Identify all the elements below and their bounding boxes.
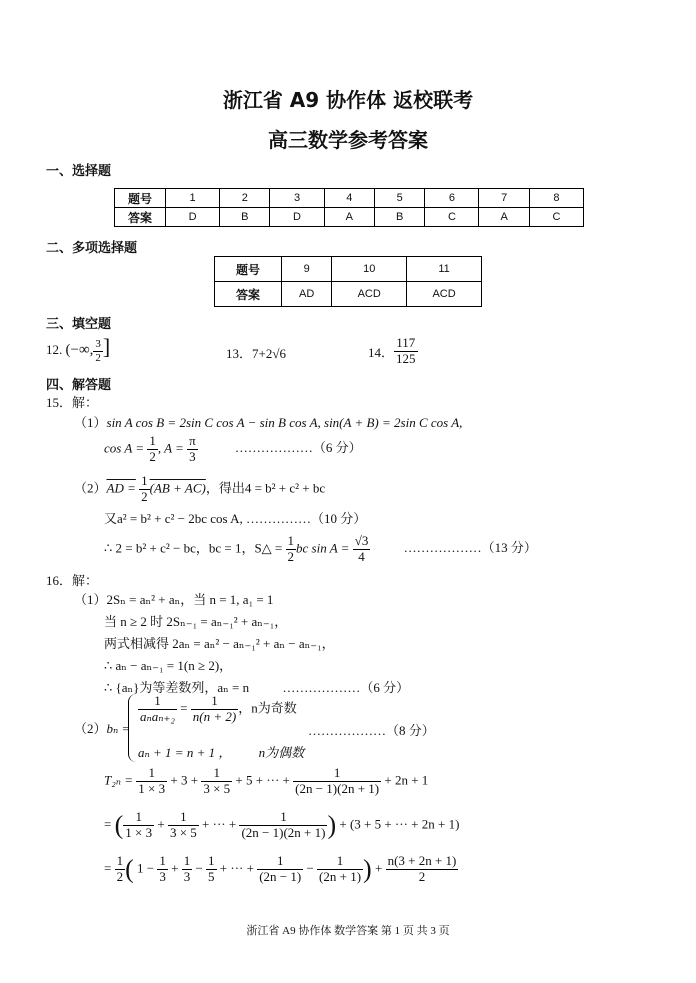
interval-open: (−∞, xyxy=(65,342,94,358)
denominator: 5 xyxy=(208,868,215,884)
condition: ，n为奇数 xyxy=(238,700,297,716)
piecewise-brace xyxy=(128,694,137,762)
numerator: n(3 + 2n + 1) xyxy=(387,853,457,868)
numerator: 1 xyxy=(168,810,199,826)
fraction xyxy=(168,810,199,841)
problem-16-part2-tag xyxy=(74,718,130,737)
question-number: 12. xyxy=(46,342,63,357)
problem-15-part1-line1 xyxy=(74,412,462,431)
table-cell: 11 xyxy=(407,257,482,282)
problem-15-part1-line2 xyxy=(104,434,362,465)
page-footer: 浙江省 A9 协作体 数学答案 第 1 页 共 3 页 xyxy=(246,925,450,937)
table-cell: A xyxy=(324,208,374,227)
table-row-questions xyxy=(115,189,584,208)
numerator: 3 xyxy=(95,337,101,350)
fraction xyxy=(239,810,327,841)
equation: + 5 + ··· + xyxy=(235,772,290,788)
denominator: 2 xyxy=(141,488,148,504)
table-cell: 9 xyxy=(282,257,332,282)
problem-15-part2-line2: 又a² = b² + c² − 2bc cos A, ……………（10 分） xyxy=(104,511,367,526)
piecewise-even xyxy=(138,742,304,761)
fraction xyxy=(182,854,193,885)
fraction xyxy=(394,336,418,367)
fill-answer-14 xyxy=(368,336,418,367)
problem-16-line1 xyxy=(74,589,273,608)
denominator: 2 xyxy=(287,548,295,564)
fraction xyxy=(147,434,158,465)
table-cell: 5 xyxy=(374,189,424,208)
table-row-questions xyxy=(215,257,482,282)
denominator: 2 xyxy=(116,868,124,884)
fraction xyxy=(157,854,168,885)
table-cell: AD xyxy=(282,282,332,307)
table-header-cell: 题号 xyxy=(215,257,282,282)
denominator: 3 xyxy=(189,448,196,464)
table-header-cell: 答案 xyxy=(215,282,282,307)
fraction xyxy=(353,534,371,565)
table-cell: ACD xyxy=(332,282,407,307)
denominator: 2 xyxy=(95,351,101,364)
problem-16-line4: ∴ aₙ − aₙ₋₁ = 1(n ≥ 2)， xyxy=(104,658,233,673)
section-heading-multi: 二、多项选择题 xyxy=(46,241,138,256)
page-subtitle: 高三数学参考答案 xyxy=(268,128,428,152)
paren-right: ) xyxy=(327,810,337,840)
numerator: 1 xyxy=(201,766,232,782)
paren-right: ) xyxy=(363,854,372,884)
fraction xyxy=(139,474,150,505)
table-cell: A xyxy=(479,208,529,227)
numerator: 1 xyxy=(159,853,166,868)
equation: ∴ 2 = b² + c² − bc，bc = 1，S△ = xyxy=(104,540,283,556)
numerator: 1 xyxy=(239,810,327,826)
equation: + ··· + xyxy=(219,860,254,876)
table-row-answers xyxy=(115,208,584,227)
score-note: ………………（8 分） xyxy=(308,723,435,738)
table-header-cell: 题号 xyxy=(115,189,166,208)
table-header-cell: 答案 xyxy=(115,208,166,227)
equation: cos A = xyxy=(104,440,145,456)
denominator: (2n − 1) xyxy=(259,868,302,884)
fill-answer-13 xyxy=(226,343,286,362)
fraction xyxy=(206,854,217,885)
score-note: ………………（13 分） xyxy=(403,540,537,556)
equals-sign: = xyxy=(104,816,112,832)
numerator: 1 xyxy=(138,694,177,710)
fraction xyxy=(115,854,126,885)
equation: + 3 + xyxy=(170,772,199,788)
piecewise-odd xyxy=(138,694,297,725)
numerator: 1 xyxy=(257,854,303,870)
table-cell: 2 xyxy=(220,189,270,208)
denominator: (2n − 1)(2n + 1) xyxy=(295,780,380,796)
table-cell: ACD xyxy=(407,282,482,307)
numerator: π xyxy=(189,433,196,448)
section-heading-fill: 三、填空题 xyxy=(46,317,112,332)
fraction xyxy=(286,534,297,565)
equation: sin A cos B = 2sin C cos A − sin B cos A, sin(A + B) = 2sin C cos A, xyxy=(106,415,463,430)
section-heading-choice: 一、选择题 xyxy=(46,164,112,179)
equation: , A = xyxy=(157,440,184,456)
fill-answer-12 xyxy=(46,334,110,364)
table-row-answers xyxy=(215,282,482,307)
denominator: 1 × 3 xyxy=(125,824,153,840)
table-cell: 6 xyxy=(425,189,479,208)
equation: + (3 + 5 + ··· + 2n + 1) xyxy=(339,816,460,832)
section-heading-solve: 四、解答题 xyxy=(46,378,112,393)
part-tag: （1） xyxy=(74,592,107,607)
equation: ∴ {aₙ}为等差数列，aₙ = n xyxy=(104,680,250,695)
table-cell: 7 xyxy=(479,189,529,208)
answer-value: 7+2√6 xyxy=(252,346,286,361)
equation: bₙ = xyxy=(106,721,131,736)
table-cell: 8 xyxy=(529,189,583,208)
numerator: 1 xyxy=(149,433,156,448)
fraction xyxy=(138,694,177,725)
denominator: 2 xyxy=(149,448,156,464)
equals-sign: = xyxy=(180,700,188,716)
equation: 1 − xyxy=(137,860,155,876)
fraction xyxy=(93,338,103,364)
numerator: 117 xyxy=(394,336,418,352)
condition: n为偶数 xyxy=(258,745,305,760)
sum-line-1 xyxy=(104,766,428,797)
numerator: 1 xyxy=(208,853,215,868)
table-cell: 3 xyxy=(270,189,324,208)
denominator: 4 xyxy=(358,548,365,564)
fraction xyxy=(317,854,363,885)
equation: + 2n + 1 xyxy=(384,772,429,788)
equation: aₙ + 1 = n + 1 ， xyxy=(138,745,232,760)
numerator: 1 xyxy=(191,694,238,710)
table-cell: B xyxy=(220,208,270,227)
problem-16-line3: 两式相减得 2aₙ = aₙ² − aₙ₋₁² + aₙ − aₙ₋₁， xyxy=(104,636,335,651)
part-tag: （1） xyxy=(74,415,107,430)
answer-table-choice xyxy=(114,188,584,227)
denominator: 125 xyxy=(396,350,416,366)
numerator: 1 xyxy=(183,853,191,868)
equation: ，得出4 = b² + c² + bc xyxy=(205,480,326,496)
equation: + ··· + xyxy=(202,816,237,832)
table-cell: 4 xyxy=(324,189,374,208)
table-cell: 1 xyxy=(166,189,220,208)
table-cell: C xyxy=(529,208,583,227)
fraction xyxy=(293,766,381,797)
problem-15-label: 15．解： xyxy=(46,395,99,410)
fraction xyxy=(257,854,303,885)
page-title: 浙江省 A9 协作体 返校联考 xyxy=(222,88,474,112)
score-note: ………………（6 分） xyxy=(234,440,362,456)
denominator: 3 × 5 xyxy=(203,780,231,796)
problem-16-line2: 当 n ≥ 2 时 2Sₙ₋₁ = aₙ₋₁² + aₙ₋₁， xyxy=(104,614,288,629)
denominator: n(n + 2) xyxy=(192,708,237,724)
fraction xyxy=(123,810,154,841)
problem-16-label: 16．解： xyxy=(46,573,99,588)
numerator: 1 xyxy=(317,854,363,870)
numerator: 1 xyxy=(141,473,148,488)
table-cell: B xyxy=(374,208,424,227)
numerator: √3 xyxy=(354,533,369,548)
score-note: ………………（6 分） xyxy=(282,680,410,695)
denominator: aₙaₙ₊₂ xyxy=(140,708,175,724)
denominator: 3 xyxy=(183,868,191,884)
denominator: (2n + 1) xyxy=(319,868,362,884)
denominator: 3 xyxy=(159,868,166,884)
part-tag: （2） xyxy=(74,721,107,736)
denominator: (2n − 1)(2n + 1) xyxy=(241,824,326,840)
sum-line-2: = ( $\frac{1}{1 \times 3}$ + $\frac{1}{3 \times 5}$ + ··· + $\frac{1}{(2n - 1)(2n + 1)}$ ) + (3 + 5 + ··· + 2n + 1) xyxy=(104,809,460,840)
paren-left: ( xyxy=(114,810,124,840)
fraction xyxy=(201,766,232,797)
numerator: 1 xyxy=(287,533,295,548)
fraction xyxy=(386,854,459,885)
table-cell: C xyxy=(425,208,479,227)
problem-15-part2-line3 xyxy=(104,534,537,565)
table-cell: 10 xyxy=(332,257,407,282)
equation: 2Sₙ = aₙ² + aₙ，当 n = 1, a₁ = 1 xyxy=(106,592,274,607)
interval-close: ] xyxy=(102,334,111,359)
denominator: 3 × 5 xyxy=(169,824,197,840)
numerator: 1 xyxy=(123,810,154,826)
paren-left: ( xyxy=(125,854,134,884)
table-cell: D xyxy=(270,208,324,227)
part-tag: （2） xyxy=(74,480,107,496)
fraction xyxy=(191,694,238,725)
answer-table-multi xyxy=(214,256,482,307)
numerator: 1 xyxy=(136,766,167,782)
denominator: 2 xyxy=(418,868,426,884)
numerator: 1 xyxy=(293,766,381,782)
fraction xyxy=(136,766,167,797)
equation: bc sin A = xyxy=(296,540,350,556)
sum-line-3: = $\frac{1}{2}$ ( 1 − $\frac{1}{3}$ + $\frac{1}{3}$ − $\frac{1}{5}$ + ··· + $\frac{1}{(2n - 1)}$ − $\frac{1}{(2n + 1)}$ ) + $\frac{n(3 + 2n + 1)}{2}$ xyxy=(104,853,457,884)
fraction xyxy=(187,434,198,465)
table-cell: D xyxy=(166,208,220,227)
equals-sign: = xyxy=(104,860,112,876)
equation: (AB + AC) xyxy=(149,480,206,496)
question-number: 13． xyxy=(226,346,253,361)
question-number: 14． xyxy=(368,344,395,360)
equation: AD = xyxy=(106,480,136,496)
numerator: 1 xyxy=(116,853,124,868)
problem-15-part2-line1 xyxy=(74,474,325,505)
equation: T₂ₙ = xyxy=(104,772,134,788)
denominator: 1 × 3 xyxy=(138,780,166,796)
